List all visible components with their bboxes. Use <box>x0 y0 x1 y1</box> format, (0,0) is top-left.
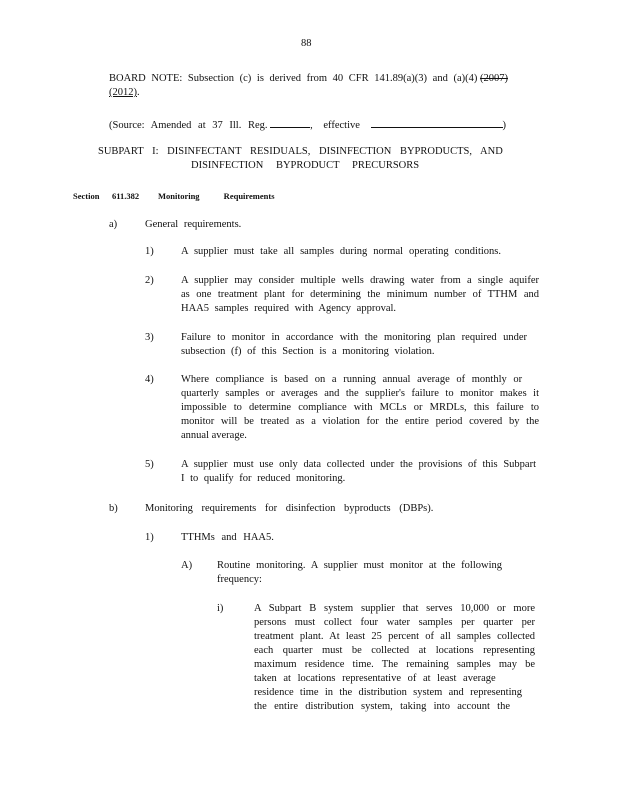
subsection-b-heading: Monitoring requirements for disinfection byproducts (DBPs). <box>145 503 434 514</box>
text-line: frequency: <box>217 574 262 585</box>
subsection-b-label: b) <box>109 503 118 514</box>
text-line: annual average. <box>181 430 247 441</box>
text-line: maximum residence time. The remaining samples may be <box>254 659 535 670</box>
text-line: monitor will be treated as a violation for the entire period covered by the <box>181 416 539 427</box>
section-number: 611.382 <box>112 191 140 201</box>
text-line: A supplier must take all samples during normal operating conditions. <box>181 246 501 257</box>
subsection-a-label: a) <box>109 219 118 230</box>
board-note-line-1 <box>109 72 508 86</box>
text-line: A supplier may consider multiple wells drawing water from a single aquifer <box>181 275 539 286</box>
item-bAi-text <box>254 602 535 714</box>
subpart-heading-line-2: DISINFECTION BYPRODUCT PRECURSORS <box>191 160 420 171</box>
item-b1-label: 1) <box>145 532 154 543</box>
item-a1-label: 1) <box>145 246 154 257</box>
page-number: 88 <box>301 38 312 49</box>
item-a3-label: 3) <box>145 332 154 343</box>
text-line: impossible to determine compliance with MCLs or MRDLs, this failure to <box>181 402 539 413</box>
source-effective: effective <box>323 120 360 131</box>
text-line: I to qualify for reduced monitoring. <box>181 473 346 484</box>
text-line: Routine monitoring. A supplier must monitor at the following <box>217 560 502 571</box>
text-line: taken at locations representative of at least average <box>254 673 496 684</box>
text-line: A Subpart B system supplier that serves 10,000 or more <box>254 603 535 614</box>
item-bAi-label: i) <box>217 603 224 614</box>
source-close: ) <box>502 120 507 131</box>
section-title: Monitoring Requirements <box>158 191 275 201</box>
item-bA-label: A) <box>181 560 193 571</box>
source-prefix: (Source: Amended at 37 Ill. Reg. <box>109 120 268 131</box>
item-b1-text: TTHMs and HAA5. <box>181 532 274 543</box>
board-note-line-2 <box>109 86 140 100</box>
text-line: HAA5 samples required with Agency approval. <box>181 303 397 314</box>
text-line: A supplier must use only data collected under the provisions of this Subpart <box>181 459 536 470</box>
item-a4-text <box>181 373 539 443</box>
text-line: Where compliance is based on a running annual average of monthly or <box>181 374 523 385</box>
item-a4-label: 4) <box>145 374 154 385</box>
text-line: persons must collect four water samples per quarter per <box>254 617 535 628</box>
item-bA-text <box>217 559 502 587</box>
text-line: each quarter must be collected at locations representing <box>254 645 535 656</box>
text-line: subsection (f) of this Section is a monitoring violation. <box>181 346 435 357</box>
board-note-struck-year: (2007) <box>479 73 508 84</box>
subsection-a-heading: General requirements. <box>145 219 242 230</box>
effective-date-blank <box>371 117 503 128</box>
item-a3-text <box>181 331 527 359</box>
register-blank <box>270 117 310 128</box>
text-line: Failure to monitor in accordance with the monitoring plan required under <box>181 332 527 343</box>
item-a2-label: 2) <box>145 275 154 286</box>
subpart-heading-line-1: SUBPART I: DISINFECTANT RESIDUALS, DISINFECTION BYPRODUCTS, AND <box>98 146 503 157</box>
section-label: Section <box>73 191 100 201</box>
board-note-inserted-year: (2012) <box>109 87 137 98</box>
source-line <box>109 117 506 133</box>
board-note-period: . <box>137 87 140 98</box>
source-comma: , <box>310 120 313 131</box>
text-line: treatment plant. At least 25 percent of all samples collected <box>254 631 535 642</box>
text-line: the entire distribution system, taking into account the <box>254 701 510 712</box>
text-line: residence time in the distribution system and representing <box>254 687 522 698</box>
item-a5-text <box>181 458 536 486</box>
item-a2-text <box>181 274 539 316</box>
text-line: as one treatment plant for determining the minimum number of TTHM and <box>181 289 539 300</box>
board-note-text: BOARD NOTE: Subsection (c) is derived from 40 CFR 141.89(a)(3) and (a)(4) <box>109 73 478 84</box>
item-a1-text <box>181 245 501 259</box>
text-line: quarterly samples or averages and the supplier's failure to monitor makes it <box>181 388 539 399</box>
item-a5-label: 5) <box>145 459 154 470</box>
